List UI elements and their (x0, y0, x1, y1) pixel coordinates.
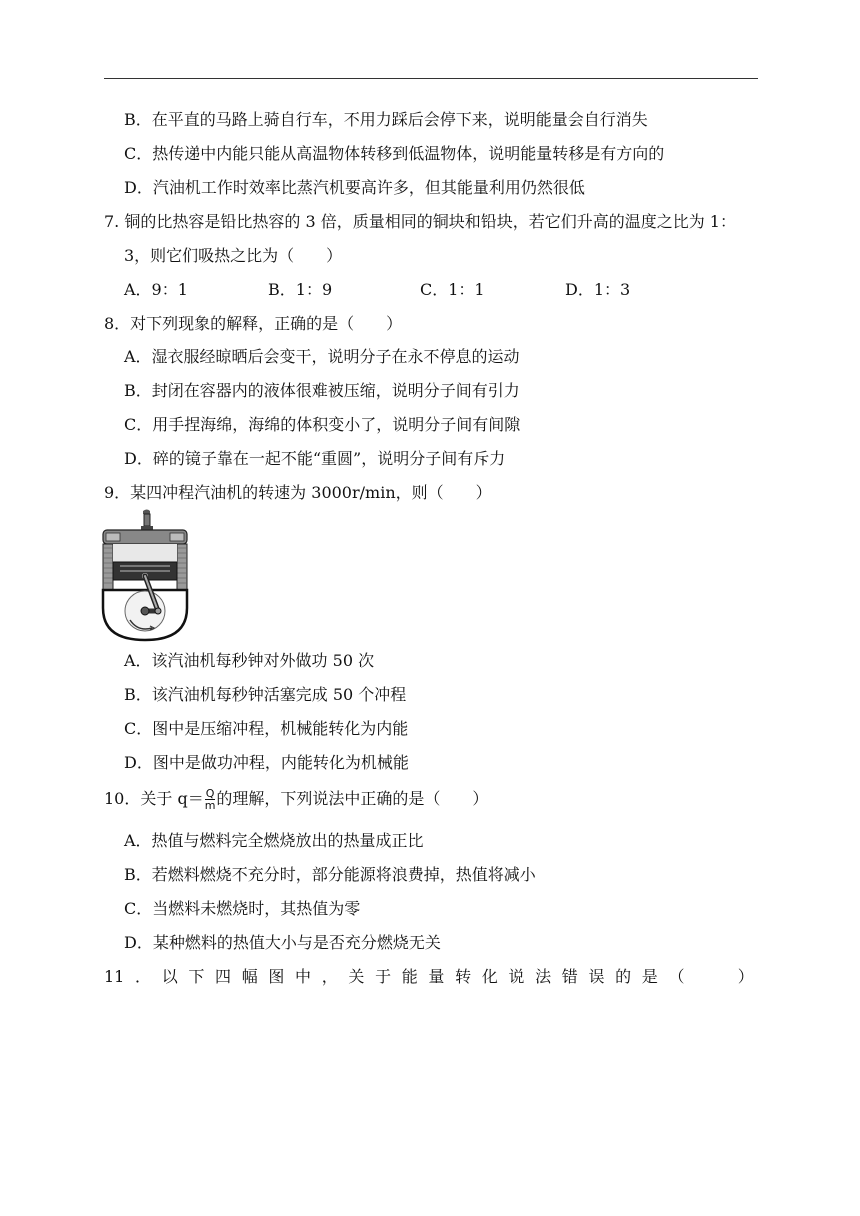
q7-option-d: D．1：3 (565, 280, 631, 299)
q10-option-b: B．若燃料燃烧不充分时，部分能源将浪费掉，热值将减小 (124, 865, 536, 884)
q10-option-c: C．当燃料未燃烧时，其热值为零 (124, 899, 361, 918)
q7-stem-line1: 7. 铜的比热容是铅比热容的 3 倍，质量相同的铜块和铅块，若它们升高的温度之比为 1： (104, 212, 736, 231)
q11-char: 化 (481, 967, 498, 986)
q6-option-b: B．在平直的马路上骑自行车，不用力踩后会停下来，说明能量会自行消失 (124, 110, 648, 129)
q11-char: 幅 (241, 967, 258, 986)
q10-option-a: A．热值与燃料完全燃烧放出的热量成正比 (124, 831, 424, 850)
q7-option-c: C．1：1 (420, 280, 485, 299)
q9-stem: 9．某四冲程汽油机的转速为 3000r/min，则（ ） (104, 483, 492, 502)
q11-char: （ (668, 967, 685, 986)
q10-frac-denominator: m (204, 799, 216, 812)
q8-option-a: A．湿衣服经晾晒后会变干，说明分子在永不停息的运动 (124, 347, 520, 366)
q11-char: 转 (455, 967, 472, 986)
q11-stem (104, 966, 754, 988)
q11-char: 错 (561, 967, 578, 986)
q11-char: 的 (615, 967, 632, 986)
q7-option-a: A．9：1 (124, 280, 188, 299)
q11-char (695, 966, 727, 988)
header-rule (104, 78, 758, 79)
q11-char: 说 (508, 967, 525, 986)
q7-option-b: B．1：9 (268, 280, 333, 299)
q7-stem-line2: 3，则它们吸热之比为（ ） (124, 246, 343, 265)
q6-option-d: D．汽油机工作时效率比蒸汽机要高许多，但其能量利用仍然很低 (124, 178, 585, 197)
engine-cylinder-diagram (100, 508, 190, 642)
q10-stem-suffix: 的理解，下列说法中正确的是（ ） (216, 789, 489, 808)
q11-char: 于 (375, 967, 392, 986)
q8-option-c: C．用手捏海绵，海绵的体积变小了，说明分子间有间隙 (124, 415, 521, 434)
q11-char: 四 (215, 967, 232, 986)
q9-option-c: C．图中是压缩冲程，机械能转化为内能 (124, 719, 409, 738)
q8-stem: 8．对下列现象的解释，正确的是（ ） (104, 314, 403, 333)
q11-char: 图 (268, 967, 285, 986)
q11-char: 以 (161, 967, 178, 986)
q6-option-c: C．热传递中内能只能从高温物体转移到低温物体，说明能量转移是有方向的 (124, 144, 665, 163)
spark-plug-icon (141, 510, 153, 532)
q10-option-d: D．某种燃料的热值大小与是否充分燃烧无关 (124, 933, 441, 952)
q8-option-d: D．碎的镜子靠在一起不能“重圆”，说明分子间有斥力 (124, 449, 506, 468)
q10-stem-prefix: 10．关于 q＝ (104, 789, 204, 808)
q11-char: 能 (401, 967, 418, 986)
q8-option-b: B．封闭在容器内的液体很难被压缩，说明分子间有引力 (124, 381, 520, 400)
q11-char: 中 (295, 967, 312, 986)
q10-stem (104, 788, 488, 811)
q11-char: 关 (348, 967, 365, 986)
q10-frac-numerator: Q (205, 787, 215, 800)
q11-char: ） (737, 967, 754, 986)
q11-char: 误 (588, 967, 605, 986)
q11-char: 法 (535, 967, 552, 986)
q11-char: 下 (188, 967, 205, 986)
q11-char: 量 (428, 967, 445, 986)
q11-char: 是 (641, 967, 658, 986)
q9-option-b: B．该汽油机每秒钟活塞完成 50 个冲程 (124, 685, 407, 704)
q9-option-d: D．图中是做功冲程，内能转化为机械能 (124, 753, 409, 772)
q9-option-a: A．该汽油机每秒钟对外做功 50 次 (124, 651, 375, 670)
q11-char: ． (135, 967, 152, 986)
q11-char: 11 (104, 967, 125, 986)
q10-formula-fraction (205, 788, 216, 811)
q11-char: ， (321, 967, 338, 986)
